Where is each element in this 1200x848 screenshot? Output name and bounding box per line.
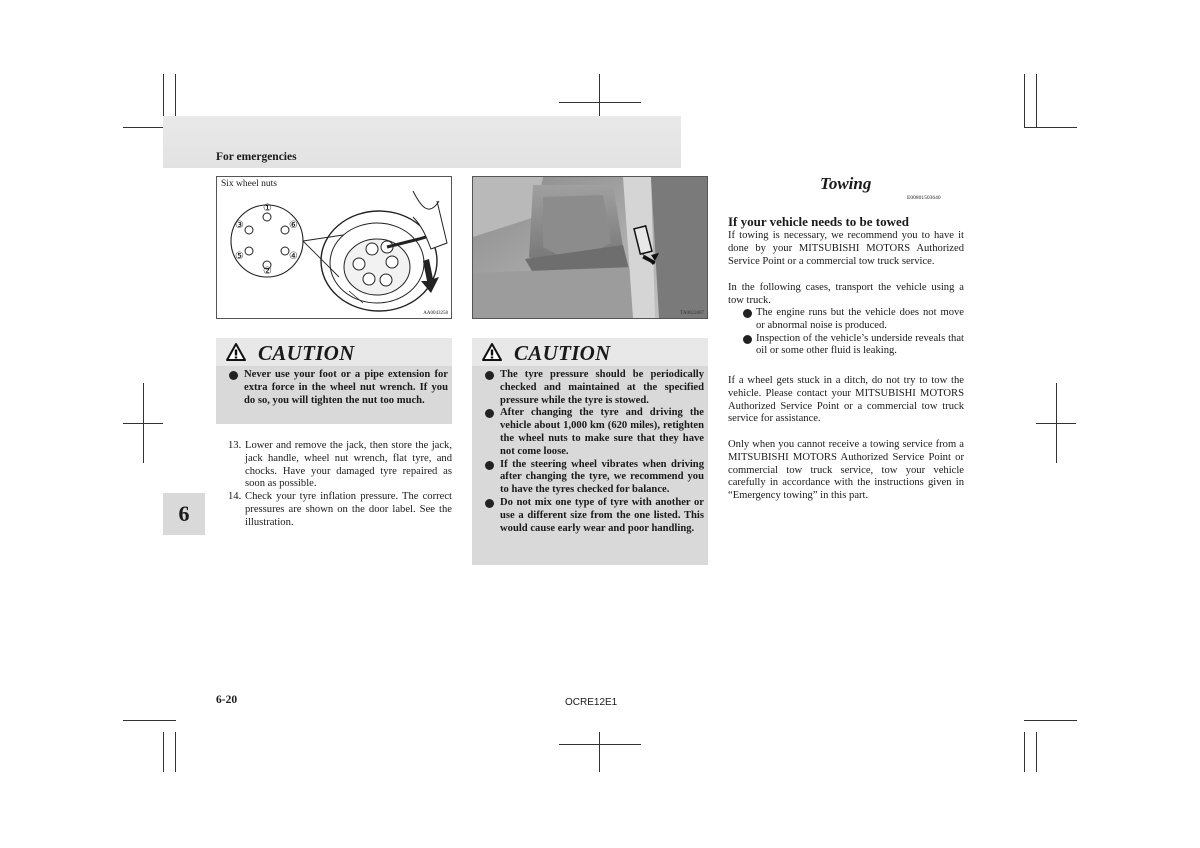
svg-text:④: ④ <box>289 251 298 262</box>
caution-body <box>472 369 708 565</box>
towing-only-when-paragraph: Only when you cannot receive a towing service from a MITSUBISHI MOTORS Authorized Service Point or commercial tow truck service, tow your vehicle carefully in accordance with the instructions given in “Emergency towing” in this part. <box>728 439 964 502</box>
page-number: 6-20 <box>216 694 238 706</box>
figure-code: TA0022007 <box>680 311 704 316</box>
wheel-nut-illustration <box>217 177 451 318</box>
bullet-icon <box>485 409 494 418</box>
caution-item <box>484 369 704 407</box>
step-list <box>216 440 452 530</box>
step-item <box>216 491 452 529</box>
chapter-tab: 6 <box>163 493 205 535</box>
caution-item-text: The tyre pressure should be periodically checked and maintained at the specified pressure while the tyre is stowed. <box>500 369 704 406</box>
svg-text:⑤: ⑤ <box>235 251 244 262</box>
bullet-icon <box>485 371 494 380</box>
step-number: 13. <box>228 440 242 451</box>
bullet-icon <box>485 499 494 508</box>
caution-header <box>216 338 452 366</box>
caution-body <box>216 369 452 424</box>
bullet-icon <box>485 461 494 470</box>
towing-cases-intro: In the following cases, transport the vehicle using a tow truck. <box>728 282 964 306</box>
caution-item-text: Do not mix one type of tyre with another or use a different size from the one listed. This would cause early wear and poor handling. <box>500 496 704 534</box>
caution-item-text: Never use your foot or a pipe extension for extra force in the wheel nut wrench. If you do so, you will tighten the nut too much. <box>244 369 448 406</box>
car-interior-illustration <box>473 177 707 318</box>
caution-item-text: If the steering wheel vibrates when driving after changing the tyre, we recommend you to have the tyres checked for balance. <box>500 458 704 496</box>
svg-text:②: ② <box>263 266 272 277</box>
caution-item-text: After changing the tyre and driving the vehicle about 1,000 km (620 miles), retighten the wheel nuts to make sure that they have not come loose. <box>500 407 704 457</box>
step-item <box>216 440 452 491</box>
caution-title: CAUTION <box>514 341 611 365</box>
document-code: OCRE12E1 <box>565 697 618 708</box>
svg-text:③: ③ <box>235 220 244 231</box>
towing-case-text: Inspection of the vehicle’s underside reveals that oil or some other fluid is leaking. <box>756 332 964 357</box>
warning-triangle-icon <box>482 343 502 361</box>
step-text: Lower and remove the jack, then store the jack, jack handle, wheel nut wrench, flat tyre, and chocks. Have your damaged tyre repaired as soon as possible. <box>245 440 452 490</box>
towing-case-item <box>728 333 964 359</box>
caution-header <box>472 338 708 366</box>
caution-item <box>484 407 704 458</box>
bullet-icon <box>743 335 752 344</box>
step-text: Check your tyre inflation pressure. The correct pressures are shown on the door label. See the illustration. <box>245 491 452 528</box>
towing-ditch-paragraph: If a wheel gets stuck in a ditch, do not try to tow the vehicle. Please contact your MITSUBISHI MOTORS Authorized Service Point or a commercial tow truck service for assistance. <box>728 375 964 425</box>
caution-box-tyre <box>472 338 708 565</box>
towing-title: Towing <box>820 174 872 193</box>
caution-box-wheel-nut <box>216 338 452 424</box>
svg-text:①: ① <box>263 203 272 214</box>
figure-caption: Six wheel nuts <box>221 179 277 189</box>
towing-code: E00801503640 <box>907 195 941 201</box>
towing-cases-list <box>728 307 964 358</box>
bullet-icon <box>229 371 238 380</box>
towing-subheading: If your vehicle needs to be towed <box>728 214 910 229</box>
caution-item <box>228 369 448 407</box>
svg-text:⑥: ⑥ <box>289 220 298 231</box>
warning-triangle-icon <box>226 343 246 361</box>
bullet-icon <box>743 309 752 318</box>
towing-case-item <box>728 307 964 333</box>
door-label-photo <box>472 176 708 319</box>
step-number: 14. <box>228 491 242 503</box>
towing-intro: If towing is necessary, we recommend you to have it done by your MITSUBISHI MOTORS Authorized Service Point or a commercial tow truck service. <box>728 230 964 267</box>
caution-item <box>484 459 704 497</box>
towing-case-text: The engine runs but the vehicle does not move or abnormal noise is produced. <box>756 307 964 331</box>
caution-item <box>484 497 704 535</box>
figure-code: AA0043258 <box>423 311 448 316</box>
wheel-nuts-figure <box>216 176 452 319</box>
section-title: For emergencies <box>216 151 297 163</box>
caution-title: CAUTION <box>258 341 355 365</box>
